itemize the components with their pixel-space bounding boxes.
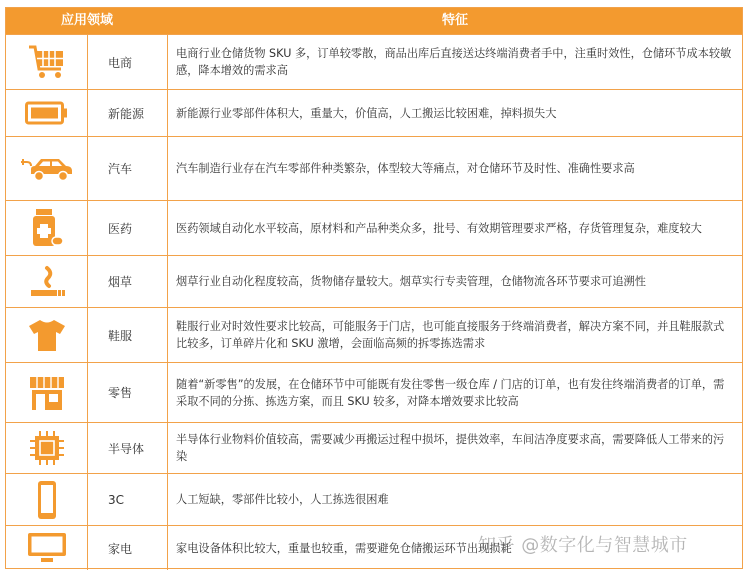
header-features: 特征 xyxy=(441,13,468,28)
table-row xyxy=(6,362,742,422)
field-name: 烟草 xyxy=(88,256,168,307)
field-description: 汽车制造行业存在汽车零部件种类繁杂，体型较大等痛点，对仓储环节及时性、准确性要求高 xyxy=(176,162,635,175)
field-name: 电商 xyxy=(88,35,168,89)
field-description: 随着“新零售”的发展，在仓储环节中可能既有发往零售一级仓库 / 门店的订单，也有发往终端消费者的订单，需采取不同的分拣、拣选方案，而且 SKU 较多，对降本增效要求比较高 xyxy=(176,377,725,408)
field-name: 家电 xyxy=(88,526,168,570)
field-name: 汽车 xyxy=(88,137,168,200)
cigarette-icon xyxy=(27,264,67,300)
field-description: 电商行业仓储货物 SKU 多，订单较零散，商品出库后直接送达终端消费者手中，注重时效性，仓储环节成本较敏感，降本增效的需求高 xyxy=(176,47,732,77)
field-description: 新能源行业零部件体积大，重量大，价值高，人工搬运比较困难，掉料损失大 xyxy=(176,106,557,120)
field-description: 鞋服行业对时效性要求比较高，可能服务于门店，也可能直接服务于终端消费者，解决方案不同，并且鞋服款式比较多，订单碎片化和 SKU 激增，会面临高频的拆零拣选需求 xyxy=(176,320,725,350)
medicine-icon xyxy=(30,207,64,249)
shopping-cart-icon xyxy=(27,43,67,81)
table-header xyxy=(6,8,742,34)
car-icon xyxy=(19,154,75,184)
table-row xyxy=(6,34,742,89)
battery-icon xyxy=(25,101,69,125)
field-name: 鞋服 xyxy=(88,308,168,362)
industry-table xyxy=(5,7,743,569)
table-row xyxy=(6,473,742,525)
field-name: 3C xyxy=(88,474,168,525)
table-row xyxy=(6,200,742,255)
field-description: 烟草行业自动化程度较高，货物储存量较大。烟草实行专卖管理，仓储物流各环节要求可追溯性 xyxy=(176,275,646,288)
field-description: 家电设备体积比较大，重量也较重，需要避免仓储搬运环节出现损耗 xyxy=(176,541,512,555)
table-row xyxy=(6,89,742,136)
monitor-icon xyxy=(26,531,68,565)
store-icon xyxy=(27,374,67,412)
field-description: 医药领域自动化水平较高，原材料和产品种类众多，批号、有效期管理要求严格，存货管理复杂，难度较大 xyxy=(176,221,702,235)
table-row xyxy=(6,136,742,200)
field-name: 新能源 xyxy=(88,90,168,136)
field-name: 医药 xyxy=(88,201,168,255)
table-row xyxy=(6,307,742,362)
header-application-field: 应用领域 xyxy=(60,13,113,28)
field-description: 人工短缺，零部件比较小，人工拣选很困难 xyxy=(176,493,389,506)
phone-icon xyxy=(35,479,59,521)
field-description: 半导体行业物料价值较高，需要减少再搬运过程中损坏，提供效率，车间洁净度要求高，需要降低人工带来的污染 xyxy=(176,433,725,463)
watermark: 知乎 @数字化与智慧城市 xyxy=(478,535,688,556)
table-row xyxy=(6,422,742,473)
field-name: 半导体 xyxy=(88,423,168,473)
table-row xyxy=(6,255,742,307)
field-name: 零售 xyxy=(88,363,168,422)
chip-icon xyxy=(28,429,66,467)
tshirt-icon xyxy=(27,317,67,353)
